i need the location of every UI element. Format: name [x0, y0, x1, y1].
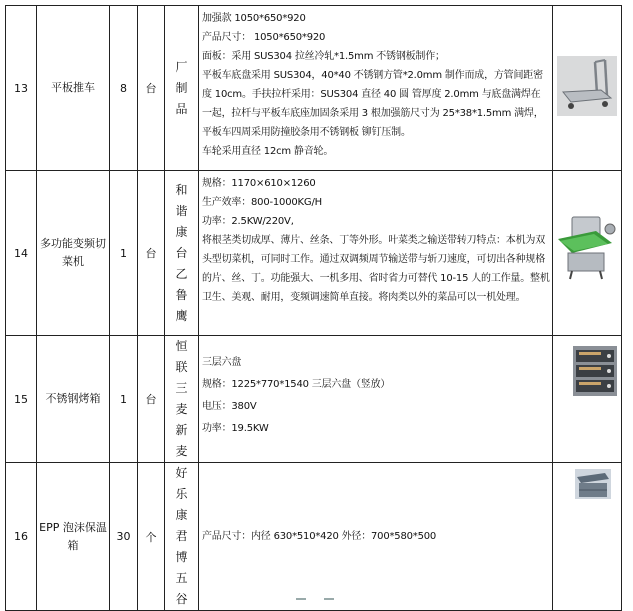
brand-char: 和 — [175, 182, 188, 197]
brand-char: 厂 — [175, 59, 188, 74]
foam-box-photo — [575, 469, 611, 499]
item-quantity: 1 — [110, 336, 138, 463]
spec-line: 三层六盘 — [202, 357, 242, 368]
item-brand — [165, 336, 199, 463]
item-brand — [165, 463, 199, 611]
brand-char: 制 — [175, 80, 188, 95]
item-quantity: 8 — [110, 6, 138, 171]
brand-char: 博 — [175, 550, 188, 564]
brand-char: 乙 — [175, 266, 188, 281]
brand-char: 麦 — [175, 444, 188, 458]
spec-line: 功率：19.5KW — [202, 423, 269, 434]
spec-line: 规格：1170×610×1260 — [202, 178, 316, 189]
item-spec — [199, 336, 553, 463]
item-unit: 台 — [138, 171, 165, 336]
brand-char: 五 — [175, 571, 188, 585]
brand-char: 鲁 — [175, 287, 188, 302]
brand-char: 台 — [175, 245, 188, 260]
brand-char: 好 — [175, 466, 188, 480]
brand-char: 恒 — [175, 339, 188, 353]
brand-char: 联 — [175, 360, 188, 374]
item-name: 平板推车 — [37, 6, 110, 171]
row-number: 14 — [6, 171, 37, 336]
spec-line: 面板：采用 SUS304 拉丝冷轧*1.5mm 不锈钢板制作； — [202, 51, 445, 62]
row-number: 15 — [6, 336, 37, 463]
spec-line: 生产效率：800-1000KG/H — [202, 197, 322, 208]
brand-char: 麦 — [175, 402, 188, 416]
item-spec — [199, 463, 553, 611]
brand-char: 康 — [175, 224, 188, 239]
item-brand — [165, 6, 199, 171]
item-name: 多功能变频切菜机 — [37, 171, 110, 336]
item-image-cell — [553, 171, 622, 336]
spec-line: 产品尺寸：内径 630*510*420 外径：700*580*500 — [202, 531, 437, 542]
item-image-cell — [553, 6, 622, 171]
item-quantity: 1 — [110, 171, 138, 336]
spec-line: 车轮采用直径 12cm 静音轮。 — [202, 146, 334, 157]
vegetable-cutter-photo — [554, 209, 620, 281]
brand-char: 谐 — [175, 203, 188, 218]
brand-char: 君 — [175, 529, 188, 543]
product-table — [5, 5, 622, 611]
brand-char: 谷 — [175, 592, 188, 606]
brand-char: 三 — [175, 381, 188, 395]
table-row — [6, 6, 622, 171]
item-unit: 个 — [138, 463, 165, 611]
item-image-cell — [553, 463, 622, 611]
flat-cart-photo — [557, 56, 617, 116]
item-brand — [165, 171, 199, 336]
table-row — [6, 336, 622, 463]
spec-line: 平板车底盘采用 SUS304，40*40 不锈钢方管*2.0mm 制作而成，方管间距密度 10cm。手扶拉杆采用：SUS304 直径 40 圆 管厚度 2.0mm 与底盘满焊在一起，拉杆与平板车底座加固条采用 3 根加强筋尺寸为 25*38*1.5mm 满焊，平板车四周采用防撞胶条用不锈钢板 铆钉压制。 — [202, 70, 544, 138]
page-bottom-mark — [296, 596, 336, 600]
spec-line: 电压：380V — [202, 401, 257, 412]
brand-char: 品 — [175, 101, 188, 116]
brand-char: 新 — [175, 423, 188, 437]
item-unit: 台 — [138, 336, 165, 463]
spec-line: 产品尺寸： 1050*650*920 — [202, 32, 326, 43]
item-spec — [199, 6, 553, 171]
spec-line: 规格：1225*770*1540 三层六盘（竖放） — [202, 379, 391, 390]
item-name: EPP 泡沫保温箱 — [37, 463, 110, 611]
oven-photo — [573, 346, 617, 396]
item-name: 不锈钢烤箱 — [37, 336, 110, 463]
spec-line: 功率：2.5KW/220V, — [202, 216, 294, 227]
item-spec — [199, 171, 553, 336]
spec-line: 加强款 1050*650*920 — [202, 13, 306, 24]
table-row — [6, 463, 622, 611]
brand-char: 鹰 — [175, 308, 188, 323]
item-image-cell — [553, 336, 622, 463]
item-quantity: 30 — [110, 463, 138, 611]
table-row — [6, 171, 622, 336]
brand-char: 乐 — [175, 487, 188, 501]
item-unit: 台 — [138, 6, 165, 171]
brand-char: 康 — [175, 508, 188, 522]
row-number: 13 — [6, 6, 37, 171]
row-number: 16 — [6, 463, 37, 611]
spec-line: 将根茎类切成厚、薄片、丝条、丁等外形。叶菜类之输送带转刀特点：本机为双头型切菜机，可同时工作。通过双调频周节输送带与斩刀速度，可切出各种规格的片、丝、丁。功能强大、一机多用、省时省力可替代 10-15 人的工作量。整机卫生、美观、耐用，变频调速简单直接。将肉类以外的菜品可以一机处理。 — [202, 235, 550, 303]
